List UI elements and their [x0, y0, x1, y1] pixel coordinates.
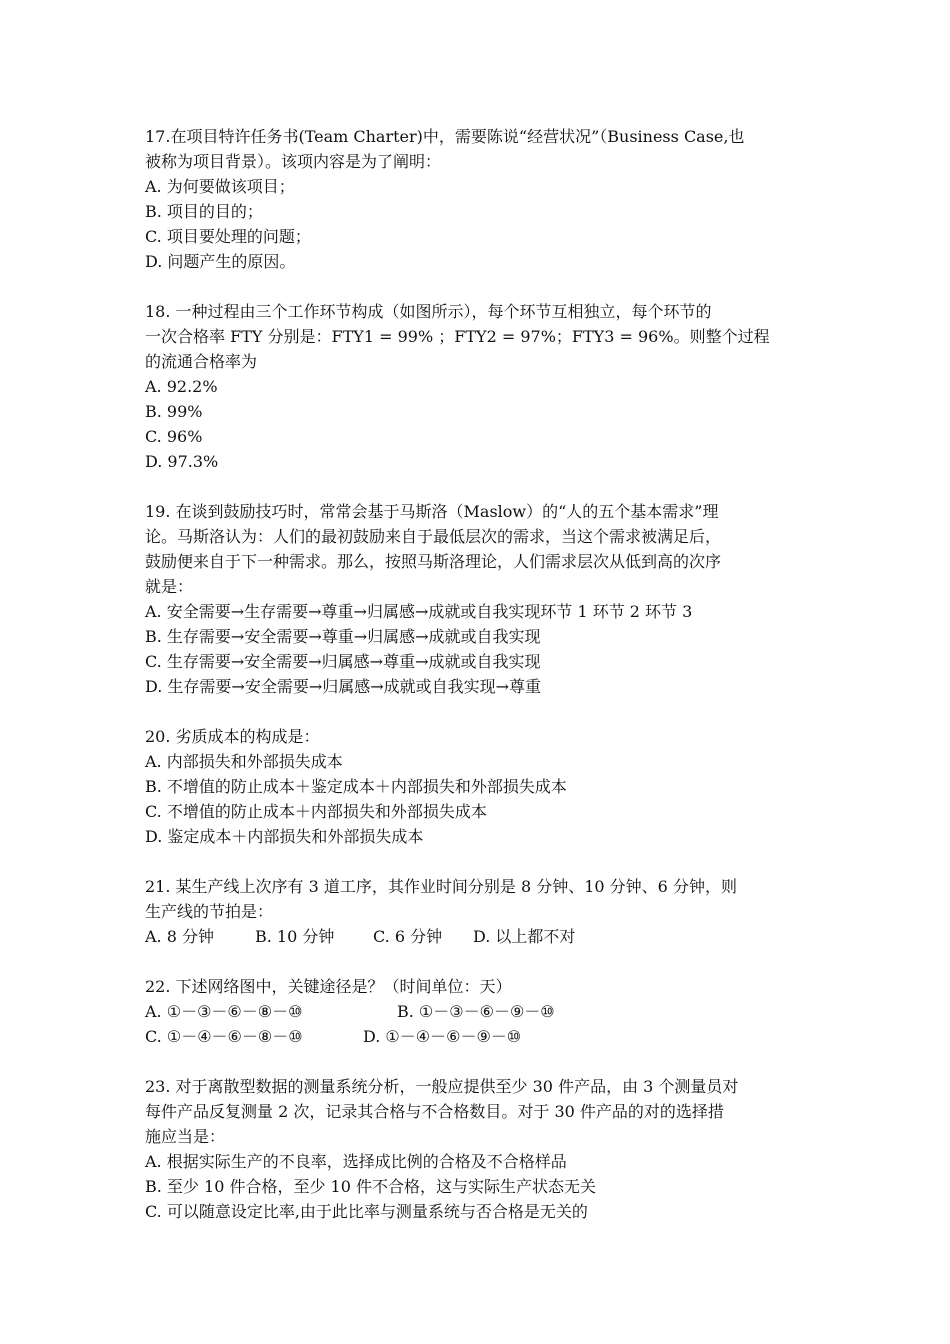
question-stem-line: 19. 在谈到鼓励技巧时，常常会基于马斯洛（Maslow）的“人的五个基本需求”理: [145, 502, 719, 521]
question-23: [145, 1074, 810, 1224]
question-stem-line: 的流通合格率为: [145, 352, 258, 371]
question-stem-line: 每件产品反复测量 2 次，记录其合格与不合格数目。对于 30 件产品的对的选择措: [145, 1102, 724, 1121]
option-c: C. 6 分钟: [373, 927, 443, 946]
option-b: B. ①－③－⑥－⑨－⑩: [397, 1002, 555, 1021]
question-stem-line: 就是：: [145, 577, 194, 596]
option-d: D. 以上都不对: [473, 927, 576, 946]
question-stem-line: 论。马斯洛认为：人们的最初鼓励来自于最低层次的需求，当这个需求被满足后，: [145, 527, 722, 546]
options-row: [145, 1024, 810, 1049]
option-c: C. 可以随意设定比率,由于此比率与测量系统与否合格是无关的: [145, 1202, 588, 1221]
question-17: [145, 124, 810, 274]
option-b: B. 不增值的防止成本＋鉴定成本＋内部损失和外部损失成本: [145, 777, 567, 796]
option-c: C. 项目要处理的问题；: [145, 227, 311, 246]
option-c: C. 不增值的防止成本＋内部损失和外部损失成本: [145, 802, 487, 821]
option-a: A. 92.2%: [145, 377, 218, 396]
option-a: A. 内部损失和外部损失成本: [145, 752, 343, 771]
question-stem-line: 22. 下述网络图中，关键途径是？（时间单位：天）: [145, 977, 512, 996]
question-stem-line: 18. 一种过程由三个工作环节构成（如图所示），每个环节互相独立，每个环节的: [145, 302, 712, 321]
question-20: [145, 724, 810, 849]
option-a: A. 安全需要→生存需要→尊重→归属感→成就或自我实现环节 1 环节 2 环节 3: [145, 602, 693, 621]
question-21: [145, 874, 810, 949]
question-22: [145, 974, 810, 1049]
question-stem-line: 生产线的节拍是：: [145, 902, 274, 921]
option-b: B. 99%: [145, 402, 203, 421]
option-d: D. 问题产生的原因。: [145, 252, 296, 271]
question-stem-line: 21. 某生产线上次序有 3 道工序，其作业时间分别是 8 分钟、10 分钟、6 分钟，则: [145, 877, 737, 896]
option-d: D. ①－④－⑥－⑨－⑩: [363, 1027, 522, 1046]
question-stem-line: 23. 对于离散型数据的测量系统分析，一般应提供至少 30 件产品，由 3 个测量员对: [145, 1077, 739, 1096]
question-stem-line: 一次合格率 FTY 分别是：FTY1 = 99% ；FTY2 = 97%；FTY3 = 96%。则整个过程: [145, 327, 770, 346]
option-a: A. 根据实际生产的不良率，选择成比例的合格及不合格样品: [145, 1152, 567, 1171]
options-row: [145, 924, 810, 949]
option-c: C. ①－④－⑥－⑧－⑩: [145, 1027, 303, 1046]
options-row: [145, 999, 810, 1024]
option-b: B. 10 分钟: [255, 927, 335, 946]
option-b: B. 项目的目的；: [145, 202, 263, 221]
option-d: D. 鉴定成本＋内部损失和外部损失成本: [145, 827, 424, 846]
option-a: A. 8 分钟: [145, 927, 214, 946]
question-stem-line: 鼓励便来自于下一种需求。那么，按照马斯洛理论，人们需求层次从低到高的次序: [145, 552, 722, 571]
option-d: D. 生存需要→安全需要→归属感→成就或自我实现→尊重: [145, 677, 542, 696]
option-c: C. 生存需要→安全需要→归属感→尊重→成就或自我实现: [145, 652, 541, 671]
question-18: [145, 299, 810, 474]
question-stem-line: 施应当是：: [145, 1127, 226, 1146]
question-stem-line: 20. 劣质成本的构成是：: [145, 727, 320, 746]
option-a: A. ①－③－⑥－⑧－⑩: [145, 1002, 303, 1021]
option-a: A. 为何要做该项目；: [145, 177, 295, 196]
document-page: [145, 124, 810, 1224]
question-stem-line: 17.在项目特许任务书(Team Charter)中，需要陈说“经营状况”（Business Case,也: [145, 127, 745, 146]
option-b: B. 至少 10 件合格，至少 10 件不合格，这与实际生产状态无关: [145, 1177, 596, 1196]
question-19: [145, 499, 810, 699]
option-d: D. 97.3%: [145, 452, 219, 471]
question-stem-line: 被称为项目背景）。该项内容是为了阐明：: [145, 152, 442, 171]
option-c: C. 96%: [145, 427, 203, 446]
option-b: B. 生存需要→安全需要→尊重→归属感→成就或自我实现: [145, 627, 541, 646]
